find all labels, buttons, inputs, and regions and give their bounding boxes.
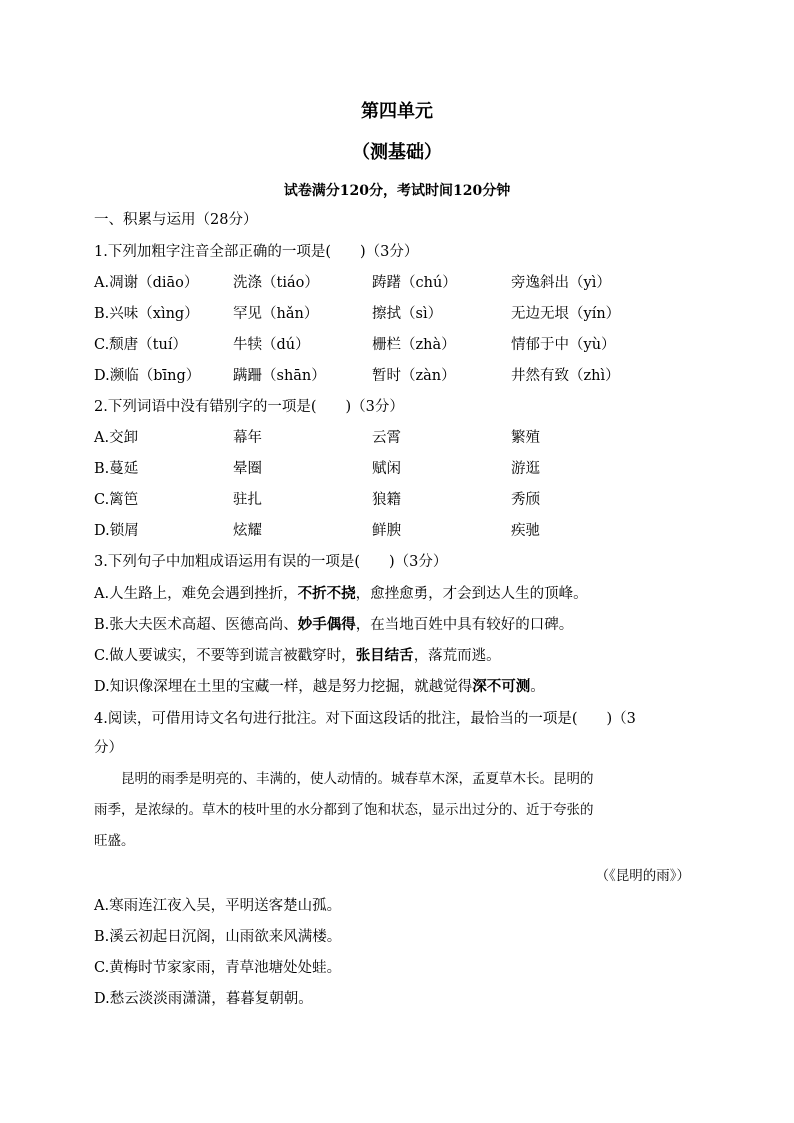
option-cell: A.凋谢（diāo） xyxy=(94,275,199,291)
reading-passage xyxy=(94,764,694,857)
option-cell: 秀颀 xyxy=(511,492,540,508)
option-cell: 云霄 xyxy=(372,430,401,446)
option-cell: 旁逸斜出（yì） xyxy=(511,275,611,291)
option-cell: 洗涤（tiáo） xyxy=(233,275,319,291)
option-cell: 牛犊（dú） xyxy=(233,337,310,353)
option-cell: B.兴味（xìng） xyxy=(94,306,199,322)
option-text: C.做人要诚实，不要等到谎言被戳穿时， xyxy=(94,648,356,664)
page-subtitle: （测基础） xyxy=(352,142,442,163)
option-text: ，落荒而逃。 xyxy=(413,648,501,664)
passage-source: （《昆明的雨》） xyxy=(595,868,690,884)
option-text: ，在当地百姓中具有较好的口碑。 xyxy=(355,617,574,633)
option-cell: D.濒临（bīng） xyxy=(94,368,201,384)
q4-option-d: D.愁云淡淡雨潇潇，暮暮复朝朝。 xyxy=(94,991,313,1007)
option-text: D.知识像深埋在土里的宝藏一样，越是努力挖掘，就越觉得 xyxy=(94,679,473,695)
option-cell: D.锁屑 xyxy=(94,523,139,539)
bold-idiom: 张目结舌 xyxy=(355,647,414,664)
q4-option-a: A.寒雨连江夜入吴，平明送客楚山孤。 xyxy=(94,898,342,914)
section-heading: 一、积累与运用（28分） xyxy=(94,212,258,228)
q3-option-b xyxy=(94,615,573,635)
page-title: 第四单元 xyxy=(361,101,433,122)
option-cell: C.篱笆 xyxy=(94,492,139,508)
option-text: B.张大夫医术高超、医德高尚、 xyxy=(94,617,298,633)
q2-stem: 2.下列词语中没有错别字的一项是( )（3分） xyxy=(94,399,404,415)
option-cell: 晕圈 xyxy=(233,461,262,477)
option-cell: 炫耀 xyxy=(233,523,262,539)
option-cell: 井然有致（zhì） xyxy=(511,368,620,384)
q4-stem: 4.阅读，可借用诗文名句进行批注。对下面这段话的批注，最恰当的一项是( )（3 xyxy=(94,711,636,727)
option-cell: B.蔓延 xyxy=(94,461,139,477)
option-text: A.人生路上，难免会遇到挫折， xyxy=(94,586,298,602)
q1-stem: 1.下列加粗字注音全部正确的一项是( )（3分） xyxy=(94,244,419,260)
q4-stem-cont: 分） xyxy=(94,740,123,756)
option-text: 。 xyxy=(530,679,545,695)
q3-option-d xyxy=(94,677,545,697)
option-cell: 栅栏（zhà） xyxy=(372,337,456,353)
option-cell: 擦拭（sì） xyxy=(372,306,443,322)
option-cell: A.交卸 xyxy=(94,430,139,446)
passage-line: 雨季，是浓绿的。草木的枝叶里的水分都到了饱和状态，显示出过分的、近于夸张的 xyxy=(94,802,594,818)
option-cell: 情郁于中（yù） xyxy=(511,337,616,353)
q3-option-c xyxy=(94,646,501,666)
bold-idiom: 妙手偶得 xyxy=(297,616,356,633)
bold-idiom: 不折不挠 xyxy=(297,585,356,602)
option-cell: 鲜腴 xyxy=(372,523,401,539)
option-cell: 游逛 xyxy=(511,461,540,477)
option-text: ，愈挫愈勇，才会到达人生的顶峰。 xyxy=(355,586,588,602)
option-cell: C.颓唐（tuí） xyxy=(94,337,187,353)
passage-line: 昆明的雨季是明亮的、丰满的，使人动情的。城春草木深，孟夏草木长。昆明的 xyxy=(94,771,594,787)
q3-stem: 3.下列句子中加粗成语运用有误的一项是( )（3分） xyxy=(94,554,448,570)
passage-line: 旺盛。 xyxy=(94,833,135,849)
option-cell: 踌躇（chú） xyxy=(372,275,457,291)
q3-option-a xyxy=(94,584,588,604)
option-cell: 狼籍 xyxy=(372,492,401,508)
option-cell: 疾驰 xyxy=(511,523,540,539)
q4-option-b: B.溪云初起日沉阁，山雨欲来风满楼。 xyxy=(94,929,342,945)
bold-idiom: 深不可测 xyxy=(472,678,531,695)
option-cell: 蹒跚（shān） xyxy=(233,368,326,384)
option-cell: 罕见（hǎn） xyxy=(233,306,319,322)
option-cell: 繁殖 xyxy=(511,430,540,446)
option-cell: 暂时（zàn） xyxy=(372,368,456,384)
option-cell: 幕年 xyxy=(233,430,262,446)
option-cell: 赋闲 xyxy=(372,461,401,477)
option-cell: 无边无垠（yín） xyxy=(511,306,621,322)
option-cell: 驻扎 xyxy=(233,492,262,508)
q4-option-c: C.黄梅时节家家雨，青草池塘处处蛙。 xyxy=(94,960,342,976)
exam-info: 试卷满分120分，考试时间120分钟 xyxy=(283,183,511,199)
